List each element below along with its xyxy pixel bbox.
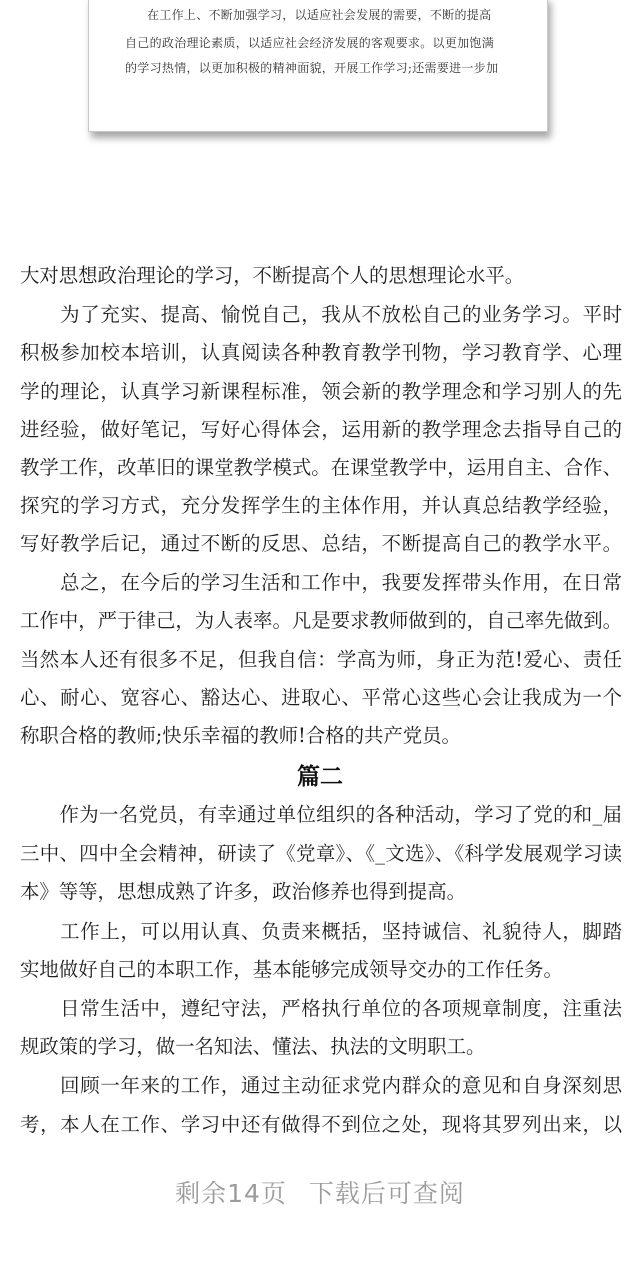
download-prompt[interactable]: [0, 1177, 640, 1211]
paragraph-line: 称职合格的教师;快乐幸福的教师!合格的共产党员。: [20, 724, 461, 747]
document-preview-thumbnail: [88, 0, 548, 132]
paragraph-line: 心、耐心、宽容心、豁达心、进取心、平常心这些心会让我成为一个: [20, 686, 622, 709]
paragraph-line: 工作上，可以用认真、负责来概括，坚持诚信、礼貌待人，脚踏: [20, 920, 622, 943]
preview-line: 在工作上、不断加强学习，以适应社会发展的需要，不断的提高: [147, 8, 492, 22]
paragraph-line: 实地做好自己的本职工作，基本能够完成领导交办的工作任务。: [20, 958, 563, 981]
preview-line: 自己的政治理论素质，以适应社会经济发展的客观要求。以更加饱满: [125, 36, 495, 50]
paragraph-line: 教学工作，改革旧的课堂教学模式。在课堂教学中，运用自主、合作、: [20, 456, 622, 479]
paragraph-line: 考，本人在工作、学习中还有做得不到位之处，现将其罗列出来，以: [20, 1113, 622, 1136]
paragraph-line: 为了充实、提高、愉悦自己，我从不放松自己的业务学习。平时: [20, 303, 622, 326]
paragraph-line: 回顾一年来的工作，通过主动征求党内群众的意见和自身深刻思: [20, 1074, 622, 1097]
paragraph-line: 大对思想政治理论的学习，不断提高个人的思想理论水平。: [20, 264, 525, 287]
paragraph-line: 当然本人还有很多不足，但我自信：学高为师，身正为范!爱心、责任: [20, 648, 622, 671]
paragraph-line: 规政策的学习，做一名知法、懂法、执法的文明职工。: [20, 1035, 486, 1058]
paragraph-line: 探究的学习方式，充分发挥学生的主体作用，并认真总结教学经验，: [20, 494, 622, 517]
paragraph-line: 作为一名党员，有幸通过单位组织的各种活动，学习了党的和_届: [20, 803, 622, 826]
paragraph-line: 总之，在今后的学习生活和工作中，我要发挥带头作用，在日常: [20, 571, 622, 594]
paragraph-line: 工作中，严于律己，为人表率。凡是要求教师做到的，自己率先做到。: [20, 609, 622, 632]
paragraph-line: 日常生活中，遵纪守法，严格执行单位的各项规章制度，注重法: [20, 997, 622, 1020]
paragraph-line: 学的理论，认真学习新课程标准，领会新的教学理念和学习别人的先: [20, 380, 622, 403]
preview-line: 的学习热情，以更加积极的精神面貌，开展工作学习;还需要进一步加: [125, 61, 499, 75]
paragraph-line: 进经验，做好笔记，写好心得体会，运用新的教学理念去指导自己的: [20, 418, 622, 441]
section-heading: 篇二: [297, 763, 343, 790]
remaining-pages-label: 剩余14页: [175, 1179, 287, 1208]
paragraph-line: 本》等等，思想成熟了许多，政治修养也得到提高。: [20, 880, 466, 903]
download-to-view-label: 下载后可查阅: [308, 1179, 465, 1208]
paragraph-line: 积极参加校本培训，认真阅读各种教育教学刊物，学习教育学、心理: [20, 341, 622, 364]
paragraph-line: 三中、四中全会精神，研读了《党章》、《_文选》、《科学发展观学习读: [20, 842, 622, 865]
paragraph-line: 写好教学后记，通过不断的反思、总结，不断提高自己的教学水平。: [20, 532, 622, 555]
